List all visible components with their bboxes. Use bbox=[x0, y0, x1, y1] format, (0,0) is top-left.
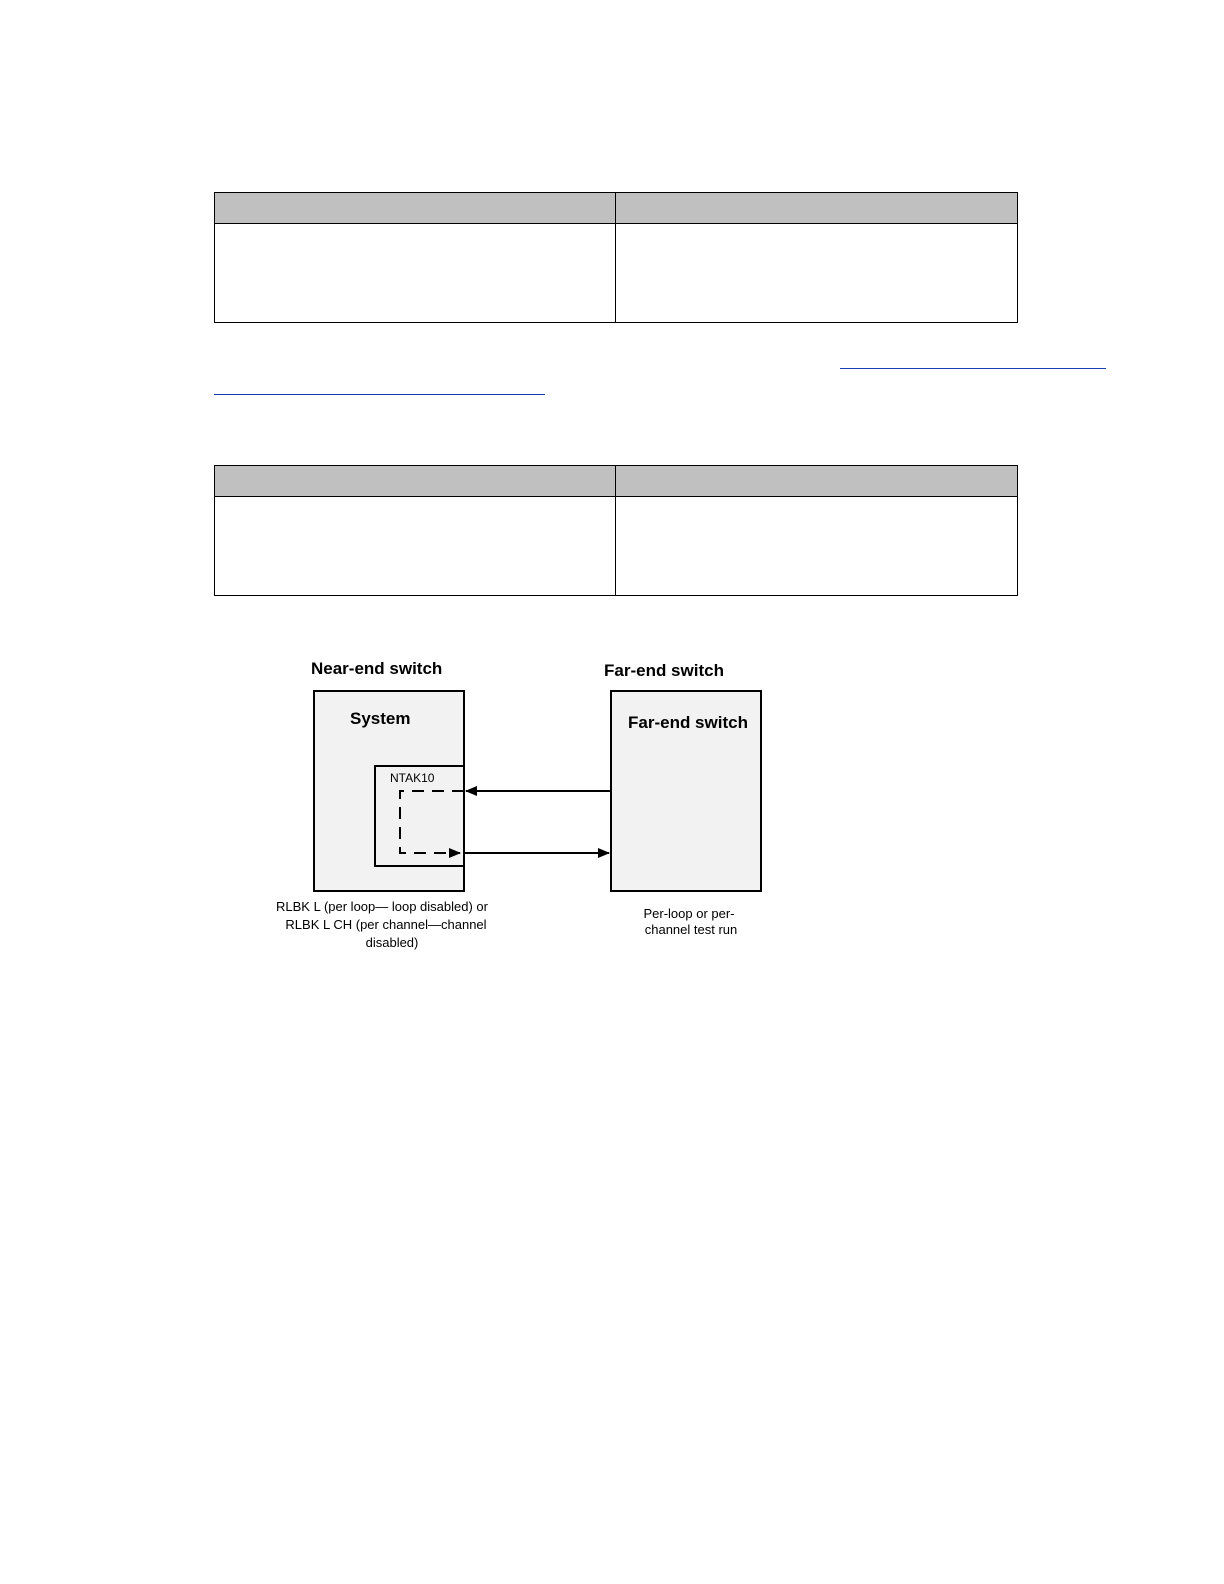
near-end-title: Near-end switch bbox=[311, 659, 443, 678]
far-end-title: Far-end switch bbox=[604, 661, 724, 680]
system-label: System bbox=[350, 709, 411, 728]
ntak10-label: NTAK10 bbox=[390, 771, 435, 785]
far-end-box-label: Far-end switch bbox=[628, 713, 748, 732]
near-caption-line-2: RLBK L CH (per channel—channel bbox=[285, 917, 487, 932]
far-caption-line-2: channel test run bbox=[644, 922, 738, 937]
near-caption-line-3: disabled) bbox=[365, 935, 419, 950]
near-caption-line-1: RLBK L (per loop— loop disabled) or bbox=[276, 899, 488, 914]
far-caption-line-1: Per-loop or per- bbox=[643, 906, 735, 921]
